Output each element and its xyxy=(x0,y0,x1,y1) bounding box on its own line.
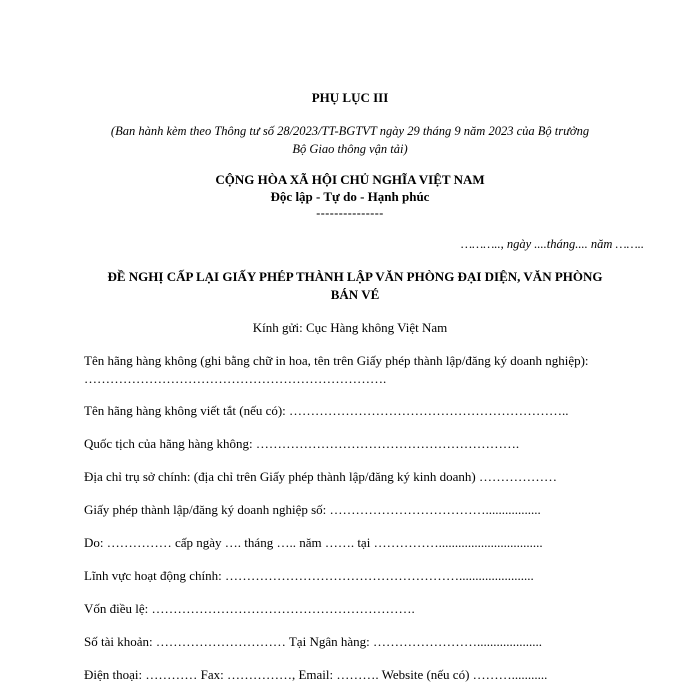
heading-divider: --------------- xyxy=(316,206,384,220)
nation-heading: CỘNG HÒA XÃ HỘI CHỦ NGHĨA VIỆT NAM xyxy=(215,172,485,187)
issued-by-note xyxy=(70,122,630,158)
field-bank-account: Số tài khoản: ………………………… Tại Ngân hàng: …………………….................... xyxy=(84,634,542,649)
document-title-line-2: BÁN VÉ xyxy=(330,287,380,302)
issued-by-line-1: (Ban hành kèm theo Thông tư số 28/2023/TT-BGTVT ngày 29 tháng 9 năm 2023 của Bộ trưởng xyxy=(110,124,590,138)
issued-by-line-2: Bộ Giao thông vận tải) xyxy=(292,142,408,156)
appendix-title: PHỤ LỤC III xyxy=(311,90,389,105)
document-title-line-1: ĐỀ NGHỊ CẤP LẠI GIẤY PHÉP THÀNH LẬP VĂN PHÒNG ĐẠI DIỆN, VĂN PHÒNG xyxy=(107,269,603,284)
recipient-line: Kính gửi: Cục Hàng không Việt Nam xyxy=(252,320,448,335)
document-title xyxy=(75,268,635,304)
national-motto: Độc lập - Tự do - Hạnh phúc xyxy=(270,189,430,204)
field-main-business: Lĩnh vực hoạt động chính: ………………………………………………....................... xyxy=(84,568,534,583)
field-charter-capital: Vốn điều lệ: ……………………………………………………. xyxy=(84,601,415,616)
field-airline-name-dots: ……………………………………………………………. xyxy=(84,371,387,386)
field-airline-name xyxy=(84,352,644,388)
field-issued-by: Do: …………… cấp ngày …. tháng ….. năm ……. tại ……………................................ xyxy=(84,535,543,550)
field-airline-name-label: Tên hãng hàng không (ghi bằng chữ in hoa, tên trên Giấy phép thành lập/đăng ký doanh nghiệp): xyxy=(84,353,589,368)
field-head-office-address: Địa chỉ trụ sở chính: (địa chỉ trên Giấy phép thành lập/đăng ký kinh doanh) ……………… xyxy=(84,469,557,484)
field-airline-nationality: Quốc tịch của hãng hàng không: ……………………………………………………. xyxy=(84,436,520,451)
field-license-number: Giấy phép thành lập/đăng ký doanh nghiệp số: ………………………………................. xyxy=(84,502,541,517)
field-contact-info: Điện thoại: ………… Fax: ……………, Email: ………. Website (nếu có) ………........... xyxy=(84,667,548,682)
date-line: ……….., ngày ....tháng.... năm …….. xyxy=(461,237,644,251)
field-airline-abbreviation: Tên hãng hàng không viết tắt (nếu có): ……………………………………………………….. xyxy=(84,403,569,418)
